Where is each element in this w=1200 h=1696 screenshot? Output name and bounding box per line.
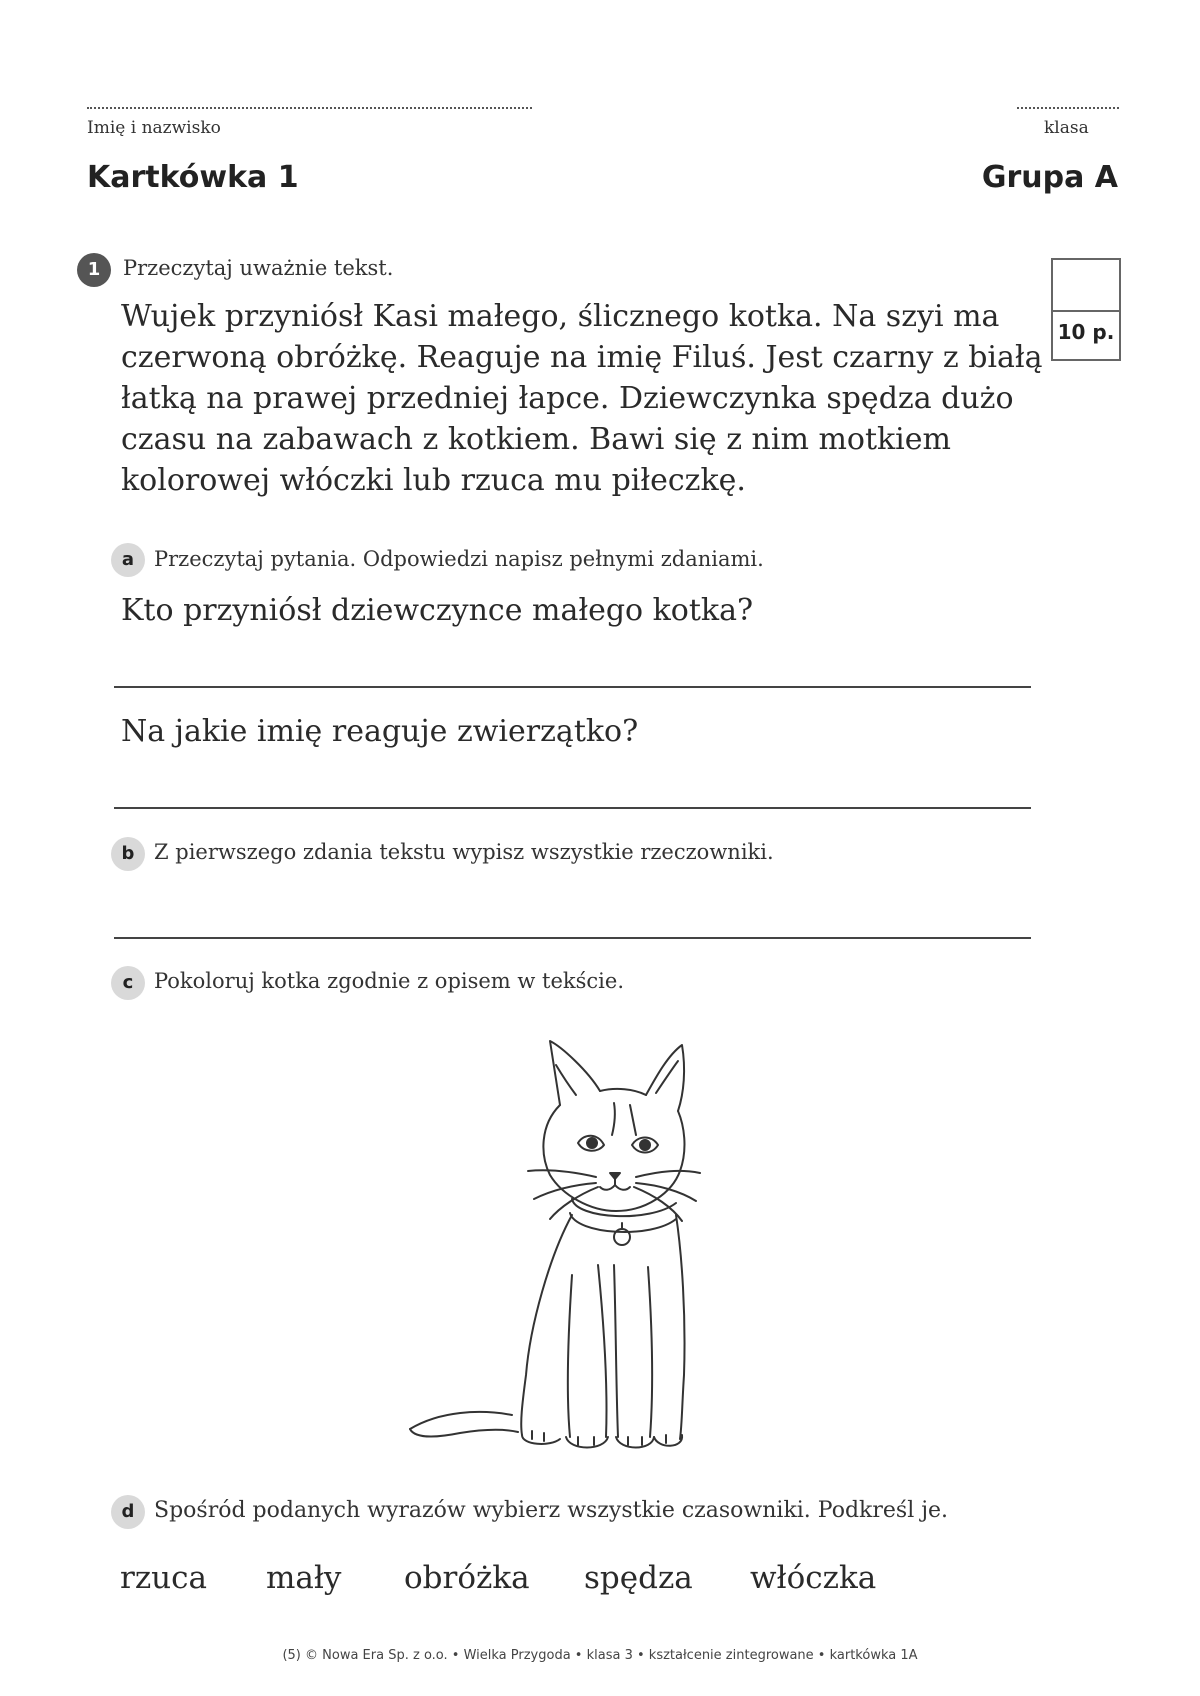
answer-line-3[interactable]	[114, 937, 1031, 939]
question-1: Kto przyniósł dziewczynce małego kotka?	[121, 593, 754, 628]
word-option[interactable]: spędza	[584, 1560, 693, 1596]
cat-drawing[interactable]	[400, 1035, 710, 1475]
part-d-badge: d	[111, 1495, 145, 1529]
question-2: Na jakie imię reaguje zwierzątko?	[121, 714, 639, 749]
points-value: 10 p.	[1057, 320, 1115, 344]
points-divider	[1053, 310, 1119, 312]
part-c-instruction: Pokoloruj kotka zgodnie z opisem w tekście.	[154, 969, 624, 993]
part-c-badge: c	[111, 966, 145, 1000]
task-number-badge: 1	[77, 253, 111, 287]
word-option[interactable]: mały	[266, 1560, 342, 1596]
name-dotted-line[interactable]	[87, 107, 532, 109]
class-label: klasa	[1044, 118, 1089, 138]
word-option[interactable]: obróżka	[404, 1560, 530, 1596]
answer-line-1[interactable]	[114, 686, 1031, 688]
points-box[interactable]	[1051, 258, 1121, 361]
name-label: Imię i nazwisko	[87, 118, 221, 138]
part-a-badge: a	[111, 543, 145, 577]
quiz-title: Kartkówka 1	[87, 160, 299, 195]
part-d-instruction: Spośród podanych wyrazów wybierz wszystkie czasowniki. Podkreśl je.	[154, 1498, 949, 1523]
page-footer: (5) © Nowa Era Sp. z o.o. • Wielka Przygoda • klasa 3 • kształcenie zintegrowane • kartkówka 1A	[282, 1648, 918, 1663]
word-option[interactable]: włóczka	[750, 1560, 877, 1596]
group-label: Grupa A	[981, 160, 1118, 195]
part-b-badge: b	[111, 837, 145, 871]
answer-line-2[interactable]	[114, 807, 1031, 809]
part-b-instruction: Z pierwszego zdania tekstu wypisz wszystkie rzeczowniki.	[154, 840, 774, 864]
class-dotted-line[interactable]	[1017, 107, 1119, 109]
word-option[interactable]: rzuca	[120, 1560, 207, 1596]
task-instruction: Przeczytaj uważnie tekst.	[123, 256, 394, 280]
part-a-instruction: Przeczytaj pytania. Odpowiedzi napisz pełnymi zdaniami.	[154, 547, 764, 571]
reading-text: Wujek przyniósł Kasi małego, ślicznego kotka. Na szyi ma czerwoną obróżkę. Reaguje na imię Filuś. Jest czarny z białą łatką na prawej przedniej łapce. Dziewczynka spędza dużo czasu na zabawach z kotkiem. Bawi się z nim motkiem kolorowej włóczki lub rzuca mu piłeczkę.	[121, 299, 1043, 498]
